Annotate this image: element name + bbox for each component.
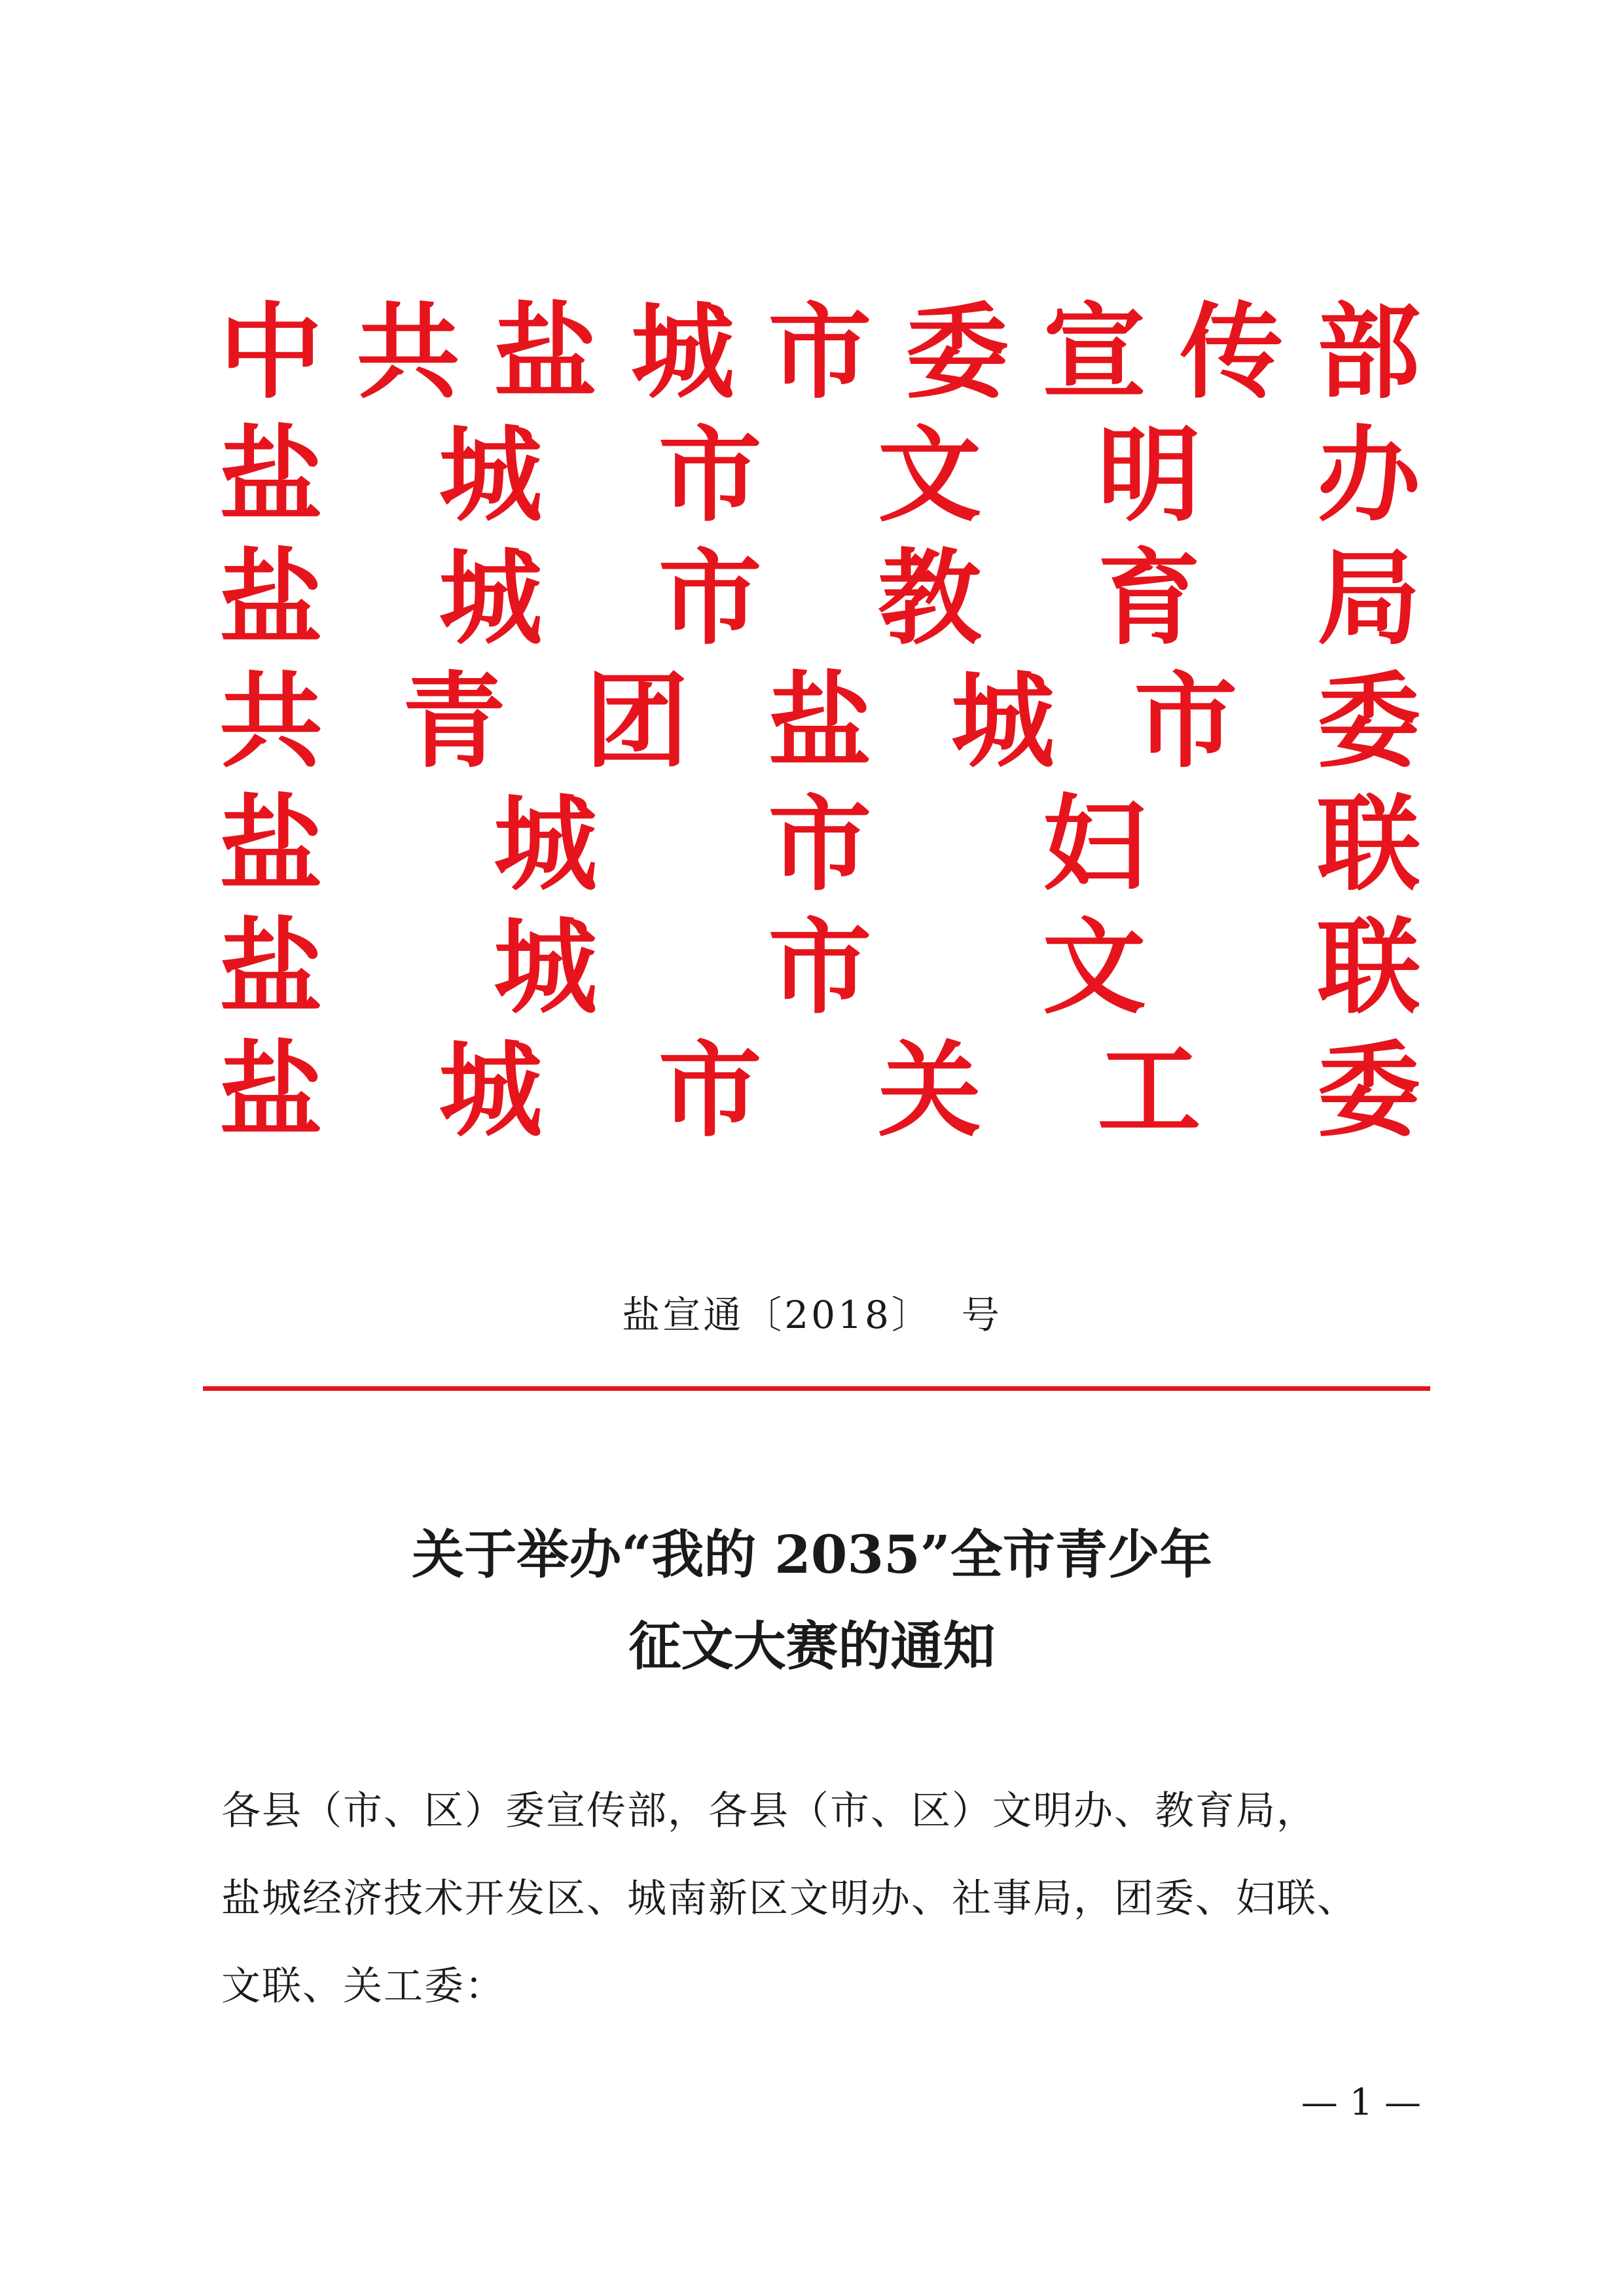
masthead-character: 盐 bbox=[219, 907, 323, 1028]
masthead-character: 市 bbox=[768, 907, 872, 1028]
masthead-character: 团 bbox=[585, 661, 689, 782]
masthead-character: 市 bbox=[1134, 661, 1238, 782]
masthead-character: 局 bbox=[1316, 538, 1420, 659]
notice-title bbox=[0, 1509, 1624, 1692]
masthead-character: 委 bbox=[1317, 661, 1420, 782]
masthead-line bbox=[219, 783, 1420, 906]
masthead-character: 市 bbox=[658, 1030, 762, 1151]
red-separator-line bbox=[203, 1386, 1430, 1391]
masthead-character: 盐 bbox=[219, 415, 323, 536]
masthead-character: 共 bbox=[356, 292, 460, 413]
document-number: 盐宣通〔2018〕 号 bbox=[622, 1293, 1002, 1337]
masthead-character: 城 bbox=[494, 907, 598, 1028]
masthead-character: 市 bbox=[768, 292, 872, 413]
masthead-line bbox=[219, 291, 1420, 414]
masthead-character: 妇 bbox=[1042, 784, 1146, 905]
masthead-character: 教 bbox=[878, 538, 982, 659]
notice-title-line-1: 关于举办“我的 2035”全市青少年 bbox=[412, 1524, 1212, 1585]
masthead-character: 传 bbox=[1180, 292, 1284, 413]
masthead-character: 盐 bbox=[768, 661, 872, 782]
masthead-character: 文 bbox=[1042, 907, 1146, 1028]
masthead-character: 宣 bbox=[1042, 292, 1146, 413]
masthead-character: 文 bbox=[878, 415, 982, 536]
masthead-character: 办 bbox=[1316, 415, 1420, 536]
masthead-character: 市 bbox=[658, 538, 762, 659]
masthead-character: 城 bbox=[439, 415, 543, 536]
masthead-character: 部 bbox=[1317, 292, 1420, 413]
masthead-character: 盐 bbox=[219, 538, 323, 659]
masthead-character: 育 bbox=[1097, 538, 1201, 659]
masthead-character: 明 bbox=[1097, 415, 1201, 536]
masthead-character: 共 bbox=[219, 661, 323, 782]
masthead-character: 青 bbox=[402, 661, 506, 782]
masthead-character: 城 bbox=[439, 1030, 543, 1151]
recipients-line: 盐城经济技术开发区、城南新区文明办、社事局，团委、妇联、 bbox=[221, 1876, 1358, 1922]
masthead-character: 市 bbox=[768, 784, 872, 905]
masthead-character: 城 bbox=[494, 784, 598, 905]
masthead-line bbox=[219, 1030, 1420, 1153]
issuing-authorities-masthead bbox=[219, 291, 1420, 1153]
masthead-line bbox=[219, 906, 1420, 1030]
masthead-character: 委 bbox=[905, 292, 1009, 413]
masthead-character: 盐 bbox=[494, 292, 598, 413]
page-number: — 1 — bbox=[1301, 2081, 1421, 2124]
masthead-character: 联 bbox=[1317, 907, 1420, 1028]
masthead-character: 中 bbox=[219, 292, 323, 413]
recipients-line: 文联、关工委： bbox=[221, 1964, 505, 2009]
masthead-character: 城 bbox=[439, 538, 543, 659]
masthead-line bbox=[219, 414, 1420, 537]
masthead-character: 盐 bbox=[219, 784, 323, 905]
masthead-character: 盐 bbox=[219, 1030, 323, 1151]
masthead-line bbox=[219, 537, 1420, 660]
masthead-character: 工 bbox=[1097, 1030, 1201, 1151]
notice-title-line-2: 征文大赛的通知 bbox=[628, 1615, 996, 1677]
masthead-character: 关 bbox=[878, 1030, 982, 1151]
recipients-paragraph bbox=[221, 1767, 1419, 2030]
masthead-character: 城 bbox=[951, 661, 1055, 782]
recipients-line: 各县（市、区）委宣传部，各县（市、区）文明办、教育局， bbox=[221, 1788, 1317, 1834]
masthead-character: 市 bbox=[658, 415, 762, 536]
masthead-character: 城 bbox=[630, 292, 734, 413]
masthead-line bbox=[219, 660, 1420, 783]
masthead-character: 联 bbox=[1317, 784, 1420, 905]
masthead-character: 委 bbox=[1316, 1030, 1420, 1151]
